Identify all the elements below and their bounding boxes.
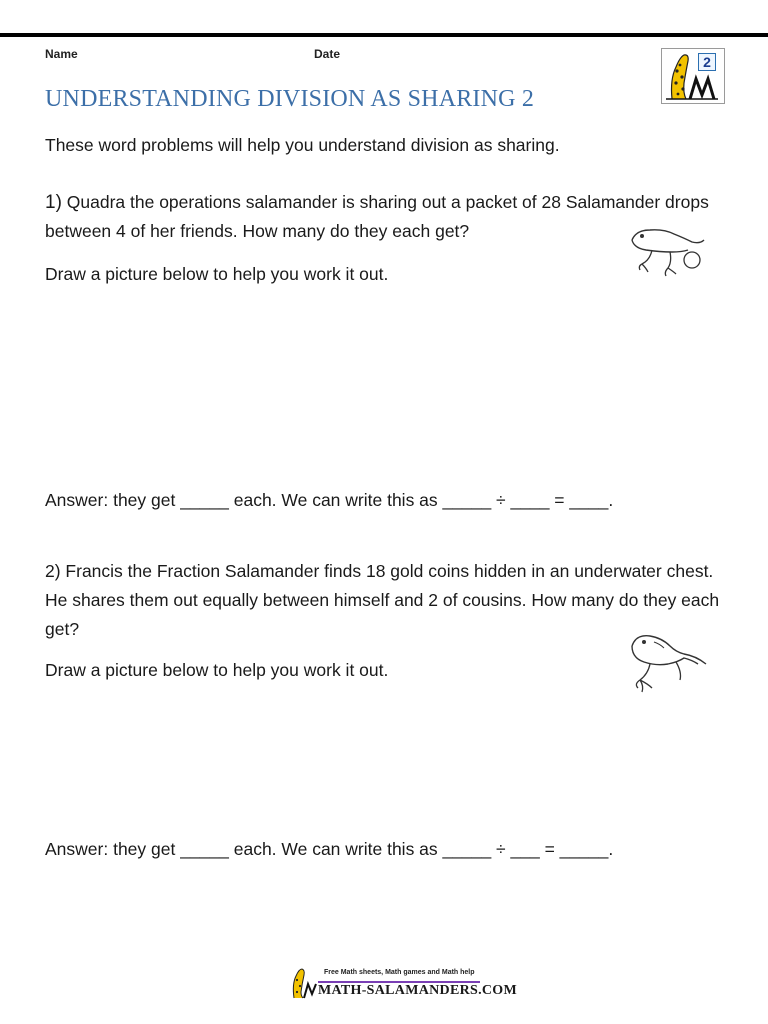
salamander-icon bbox=[626, 628, 710, 698]
worksheet-title: UNDERSTANDING DIVISION AS SHARING 2 bbox=[45, 86, 535, 112]
problem-2-number: 2) bbox=[45, 561, 61, 581]
footer-tagline: Free Math sheets, Math games and Math help bbox=[324, 969, 475, 976]
date-label: Date bbox=[314, 47, 341, 61]
problem-2-drawing-area[interactable] bbox=[45, 694, 725, 828]
problem-1-answer: Answer: they get _____ each. We can write this as _____ ÷ ____ = ____. bbox=[45, 490, 614, 510]
name-label: Name bbox=[45, 47, 78, 61]
footer-site-link[interactable]: MATH-SALAMANDERS.COM bbox=[318, 983, 518, 998]
problem-2-draw-prompt: Draw a picture below to help you work it out. bbox=[45, 660, 389, 680]
problem-2-answer: Answer: they get _____ each. We can write this as _____ ÷ ___ = _____. bbox=[45, 839, 614, 859]
math-salamanders-logo bbox=[661, 48, 725, 104]
problem-1-draw-prompt: Draw a picture below to help you work it out. bbox=[45, 264, 389, 284]
problem-1-drawing-area[interactable] bbox=[45, 298, 725, 478]
intro-text: These word problems will help you understand division as sharing. bbox=[45, 135, 560, 155]
footer-salamander-icon bbox=[288, 966, 318, 1000]
grade-badge: 2 bbox=[698, 53, 716, 71]
problem-1-question: Quadra the operations salamander is sharing out a packet of 28 Salamander drops between 4 of her friends. How many do they each get? bbox=[45, 192, 709, 241]
problem-1-number: 1) bbox=[45, 192, 62, 213]
salamander-with-ball-icon bbox=[626, 222, 708, 282]
top-rule bbox=[0, 33, 768, 37]
problem-2-question: Francis the Fraction Salamander finds 18 gold coins hidden in an underwater chest. He shares them out equally between himself and 2 of cousins. How many do they each get? bbox=[45, 561, 720, 639]
